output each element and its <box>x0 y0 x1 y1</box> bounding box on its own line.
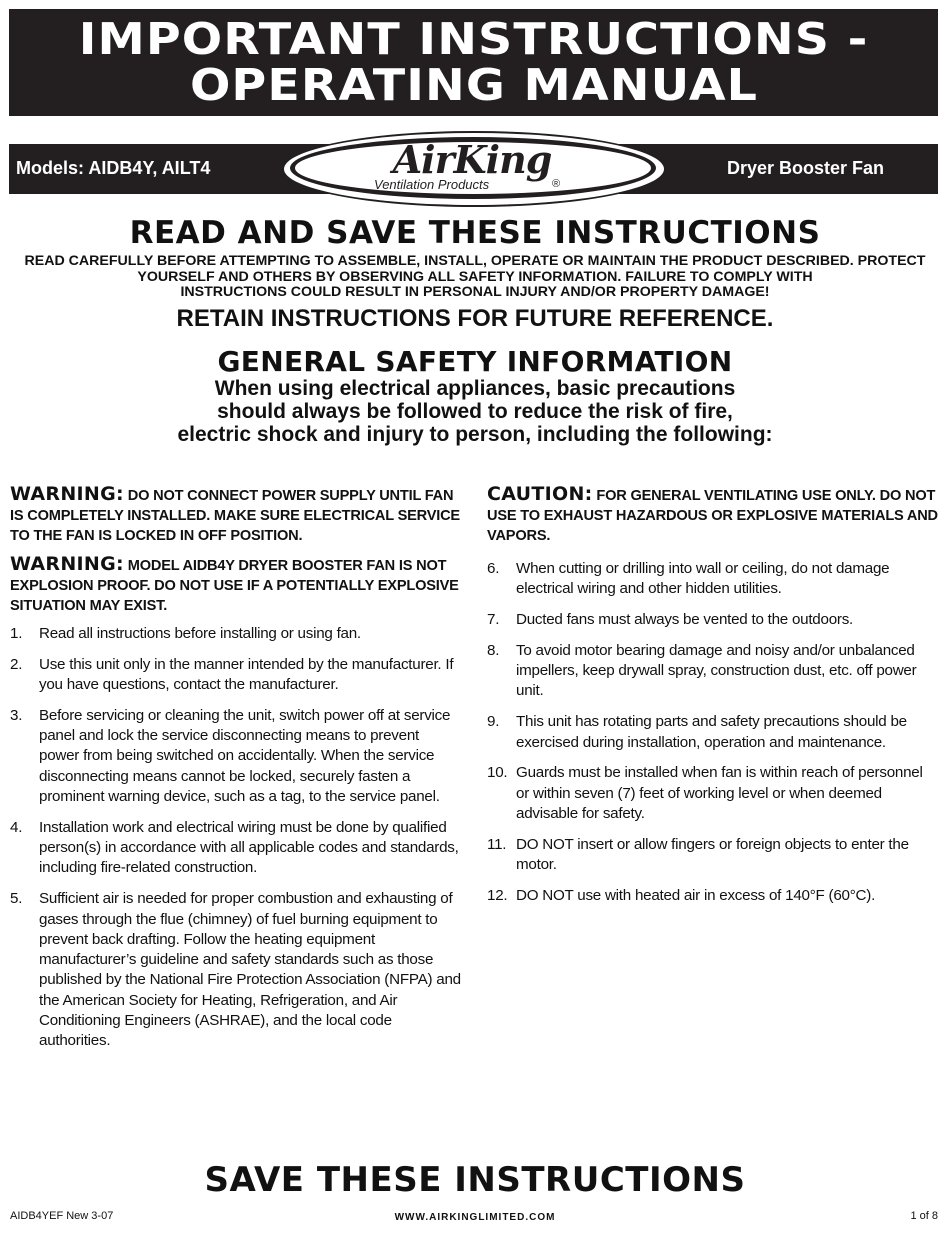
intro-line-3: electric shock and injury to person, including the following: <box>177 423 773 446</box>
title-line-2: OPERATING MANUAL <box>189 59 758 111</box>
caution-keyword: CAUTION: <box>487 483 593 505</box>
retain-notice: RETAIN INSTRUCTIONS FOR FUTURE REFERENCE. <box>176 305 774 332</box>
right-column <box>487 484 939 917</box>
item-text: When cutting or drilling into wall or ceiling, do not damage electrical wiring and other hidden utilities. <box>516 560 890 598</box>
document-code: AIDB4YEF New 3-07 <box>10 1210 114 1222</box>
page-number: 1 of 8 <box>910 1210 938 1222</box>
item-text: Use this unit only in the manner intended by the manufacturer. If you have questions, contact the manufacturer. <box>39 655 454 694</box>
list-item <box>487 886 939 906</box>
item-text: Read all instructions before installing or using fan. <box>39 625 361 642</box>
item-number: 4. <box>10 818 23 836</box>
list-item <box>487 712 939 753</box>
item-number: 8. <box>487 641 500 659</box>
intro-line-1: When using electrical appliances, basic precautions <box>214 377 736 400</box>
caution-text: FOR GENERAL VENTILATING USE ONLY. DO NOT USE TO EXHAUST HAZARDOUS OR EXPLOSIVE MATERIALS AND VAPORS. <box>487 488 938 544</box>
list-item <box>487 559 939 600</box>
safety-list-left <box>10 624 462 1052</box>
list-item <box>487 610 939 630</box>
list-item <box>10 624 462 644</box>
read-save-heading: READ AND SAVE THESE INSTRUCTIONS <box>129 215 821 251</box>
read-save-notice <box>5 254 945 301</box>
item-number: 7. <box>487 611 500 629</box>
item-number: 9. <box>487 713 500 731</box>
product-name: Dryer Booster Fan <box>726 158 884 178</box>
notice-line-1: READ CAREFULLY BEFORE ATTEMPTING TO ASSEMBLE, INSTALL, OPERATE OR MAINTAIN THE PRODUCT DESCRIBED. PROTECT <box>24 253 926 269</box>
item-number: 5. <box>10 890 23 908</box>
list-item <box>10 889 462 1051</box>
item-text: Ducted fans must always be vented to the outdoors. <box>516 611 854 629</box>
airking-logo <box>282 131 666 207</box>
item-text: Sufficient air is needed for proper combustion and exhausting of gases through the flue (chimney) of fuel burning equipment to prevent back drafting. Follow the heating equipment manufacturer’s guideline and safety standards such as those published by the National Fire Protection Association (NFPA) and the American Society for Heating, Refrigeration, and Air Conditioning Engineers (ASHRAE), and the local code authorities. <box>39 890 461 1050</box>
item-text: Before servicing or cleaning the unit, switch power off at service panel and lock the service disconnecting means to prevent power from being switched on accidentally. When the service disconnecting means cannot be locked, securely fasten a prominent warning device, such as a tag, to the service panel. <box>39 706 451 806</box>
item-text: To avoid motor bearing damage and noisy and/or unbalanced impellers, keep drywall spray, construction dust, etc. off power unit. <box>516 641 917 700</box>
warning-text: MODEL AIDB4Y DRYER BOOSTER FAN IS NOT EXPLOSION PROOF. DO NOT USE IF A POTENTIALLY EXPLOSIVE SITUATION MAY EXIST. <box>10 558 459 614</box>
title-line-1: IMPORTANT INSTRUCTIONS - <box>78 13 869 65</box>
item-number: 6. <box>487 560 500 577</box>
warning-explosion-proof <box>10 554 462 616</box>
list-item <box>10 706 462 807</box>
list-item <box>487 641 939 702</box>
item-number: 2. <box>10 655 23 673</box>
general-safety-heading: GENERAL SAFETY INFORMATION <box>217 345 733 378</box>
warning-text: DO NOT CONNECT POWER SUPPLY UNTIL FAN IS COMPLETELY INSTALLED. MAKE SURE ELECTRICAL SERVICE TO THE FAN IS LOCKED IN OFF POSITION. <box>10 488 460 544</box>
left-column <box>10 484 462 1062</box>
item-text: DO NOT use with heated air in excess of 140°F (60°C). <box>516 886 876 904</box>
list-item <box>10 818 462 879</box>
notice-line-3: INSTRUCTIONS COULD RESULT IN PERSONAL INJURY AND/OR PROPERTY DAMAGE! <box>180 284 770 300</box>
warning-keyword: WARNING: <box>10 483 124 505</box>
safety-list-right <box>487 559 939 906</box>
list-item <box>10 655 462 696</box>
item-number: 10. <box>487 764 508 782</box>
warning-power-supply <box>10 484 462 546</box>
general-safety-intro <box>0 377 950 446</box>
item-number: 1. <box>10 625 23 642</box>
logo-brand: AirKing <box>392 137 552 182</box>
intro-line-2: should always be followed to reduce the risk of fire, <box>217 400 733 423</box>
warning-keyword: WARNING: <box>10 553 124 575</box>
item-number: 11. <box>487 835 507 853</box>
website-url: WWW.AIRKINGLIMITED.COM <box>394 1212 556 1223</box>
save-instructions-heading: SAVE THESE INSTRUCTIONS <box>204 1160 746 1200</box>
item-text: DO NOT insert or allow fingers or foreign objects to enter the motor. <box>516 835 909 874</box>
title-banner <box>9 9 938 116</box>
notice-line-2: YOURSELF AND OTHERS BY OBSERVING ALL SAFETY INFORMATION. FAILURE TO COMPLY WITH <box>137 268 813 285</box>
registered-mark: ® <box>552 178 561 190</box>
item-number: 3. <box>10 706 23 724</box>
item-number: 12. <box>487 886 508 904</box>
models-label: Models: AIDB4Y, AILT4 <box>16 158 211 178</box>
item-text: Guards must be installed when fan is within reach of personnel or within seven (7) feet of working level or when deemed advisable for safety. <box>516 764 923 822</box>
caution-ventilating <box>487 484 939 546</box>
item-text: Installation work and electrical wiring must be done by qualified person(s) in accordance with all applicable codes and standards, including fire-related construction. <box>39 818 459 877</box>
list-item <box>487 763 939 824</box>
item-text: This unit has rotating parts and safety precautions should be exercised during installation, operation and maintenance. <box>516 713 907 751</box>
logo-tagline: Ventilation Products <box>374 177 490 192</box>
list-item <box>487 835 939 876</box>
